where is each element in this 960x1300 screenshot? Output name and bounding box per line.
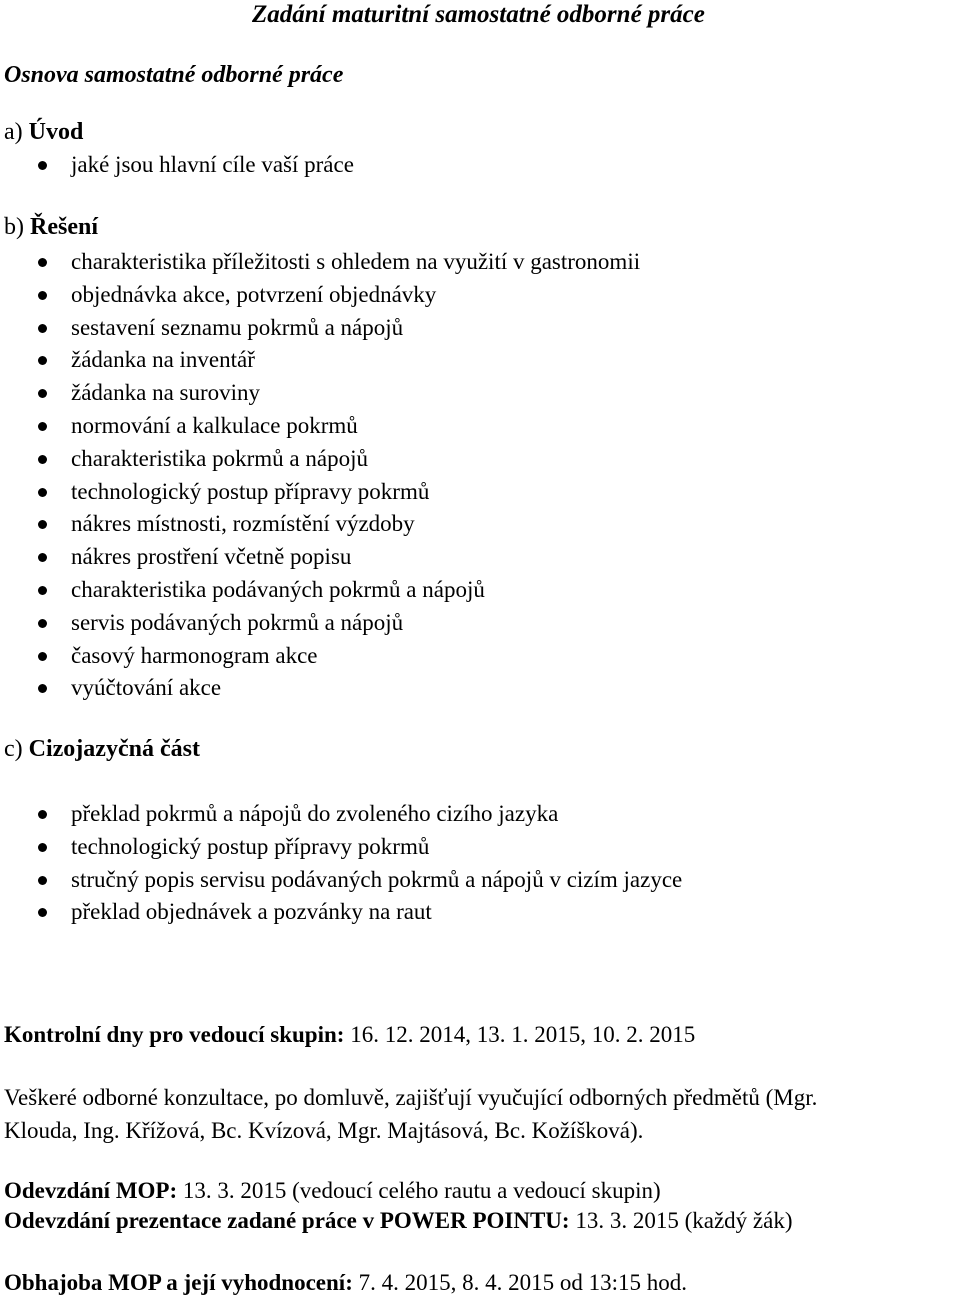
list-item: charakteristika pokrmů a nápojů <box>0 443 640 476</box>
handover-mop-line <box>4 1178 661 1204</box>
bullet-icon <box>38 843 47 852</box>
bullet-icon <box>38 422 47 431</box>
list-item: technologický postup přípravy pokrmů <box>0 831 682 864</box>
bullet-icon <box>38 389 47 398</box>
bullet-icon <box>38 520 47 529</box>
control-days-label: Kontrolní dny pro vedoucí skupin: <box>4 1022 345 1047</box>
list-item: sestavení seznamu pokrmů a nápojů <box>0 312 640 345</box>
intro-list <box>0 149 354 182</box>
bullet-icon <box>38 258 47 267</box>
solution-list <box>0 246 640 705</box>
defense-line <box>4 1270 687 1296</box>
list-item: nákres prostření včetně popisu <box>0 541 640 574</box>
bullet-icon <box>38 455 47 464</box>
list-item: žádanka na suroviny <box>0 377 640 410</box>
handover-mop-label: Odevzdání MOP: <box>4 1178 178 1203</box>
consultations-line-1: Veškeré odborné konzultace, po domluvě, zajišťují vyučující odborných předmětů (Mgr. <box>4 1085 818 1110</box>
list-item: nákres místnosti, rozmístění výzdoby <box>0 508 640 541</box>
bullet-icon <box>38 652 47 661</box>
list-item: servis podávaných pokrmů a nápojů <box>0 607 640 640</box>
section-name: Cizojazyčná část <box>28 736 200 762</box>
section-heading-intro <box>4 119 83 146</box>
list-item: vyúčtování akce <box>0 672 640 705</box>
document-title: Zadání maturitní samostatné odborné práce <box>252 1 705 28</box>
list-item: normování a kalkulace pokrmů <box>0 410 640 443</box>
list-item: žádanka na inventář <box>0 344 640 377</box>
bullet-icon <box>38 684 47 693</box>
handover-mop-value: 13. 3. 2015 (vedoucí celého rautu a vedoucí skupin) <box>177 1178 661 1203</box>
section-name: Řešení <box>30 214 98 240</box>
section-heading-foreign-language <box>4 736 200 763</box>
section-prefix: a) <box>4 119 23 145</box>
list-item: stručný popis servisu podávaných pokrmů a nápojů v cizím jazyce <box>0 864 682 897</box>
list-item: technologický postup přípravy pokrmů <box>0 476 640 509</box>
bullet-icon <box>38 908 47 917</box>
list-item: charakteristika příležitosti s ohledem na využití v gastronomii <box>0 246 640 279</box>
foreign-language-list <box>0 798 682 929</box>
handover-presentation-label: Odevzdání prezentace zadané práce v POWER POINTU: <box>4 1208 570 1233</box>
section-prefix: c) <box>4 736 23 762</box>
defense-label: Obhajoba MOP a její vyhodnocení: <box>4 1270 353 1295</box>
bullet-icon <box>38 356 47 365</box>
control-days-value: 16. 12. 2014, 13. 1. 2015, 10. 2. 2015 <box>344 1022 696 1047</box>
list-item: překlad objednávek a pozvánky na raut <box>0 896 682 929</box>
list-item: překlad pokrmů a nápojů do zvoleného cizího jazyka <box>0 798 682 831</box>
consultations-line-2: Klouda, Ing. Křížová, Bc. Kvízová, Mgr. Majtásová, Bc. Kožíšková). <box>4 1118 644 1143</box>
section-name: Úvod <box>28 119 84 145</box>
bullet-icon <box>38 619 47 628</box>
bullet-icon <box>38 161 47 170</box>
list-item: jaké jsou hlavní cíle vaší práce <box>0 149 354 182</box>
bullet-icon <box>38 810 47 819</box>
bullet-icon <box>38 876 47 885</box>
bullet-icon <box>38 586 47 595</box>
defense-value: 7. 4. 2015, 8. 4. 2015 od 13:15 hod. <box>352 1270 687 1295</box>
outline-subtitle: Osnova samostatné odborné práce <box>4 62 344 88</box>
list-item: objednávka akce, potvrzení objednávky <box>0 279 640 312</box>
list-item: časový harmonogram akce <box>0 640 640 673</box>
handover-presentation-value: 13. 3. 2015 (každý žák) <box>569 1208 793 1233</box>
list-item: charakteristika podávaných pokrmů a nápojů <box>0 574 640 607</box>
bullet-icon <box>38 488 47 497</box>
control-days-line <box>4 1022 695 1048</box>
section-heading-solution <box>4 214 98 241</box>
bullet-icon <box>38 553 47 562</box>
bullet-icon <box>38 291 47 300</box>
bullet-icon <box>38 324 47 333</box>
handover-presentation-line <box>4 1208 792 1234</box>
section-prefix: b) <box>4 214 24 240</box>
